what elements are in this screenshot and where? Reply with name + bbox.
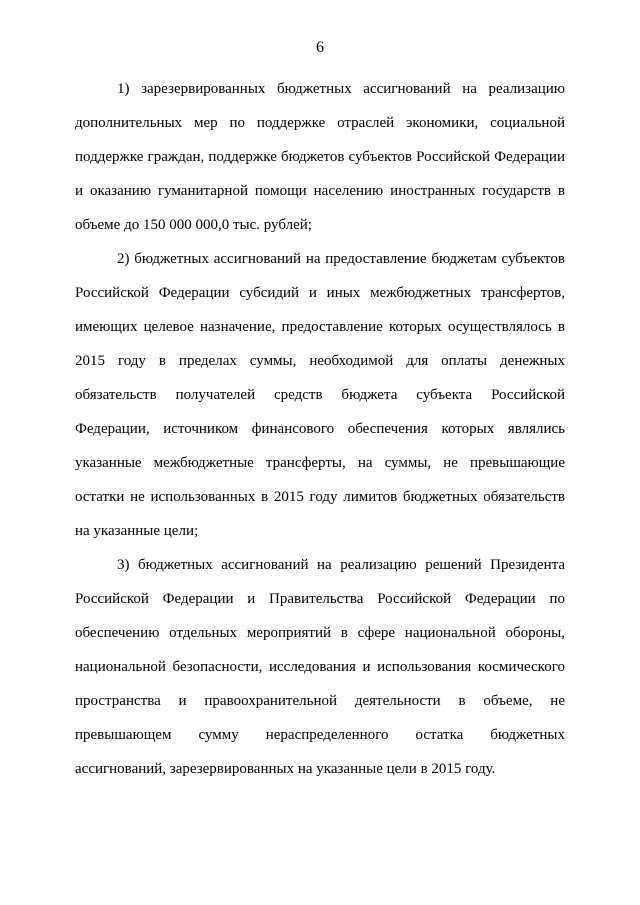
paragraph-item-1: 1) зарезервированных бюджетных ассигнований на реализацию дополнительных мер по поддержке отраслей экономики, социальной поддержке граждан, поддержке бюджетов субъектов Российской Федерации и оказанию гуманитарной помощи населению иностранных государств в объеме до 150 000 000,0 тыс. рублей;	[75, 81, 565, 233]
document-body	[75, 72, 565, 786]
paragraph-item-3: 3) бюджетных ассигнований на реализацию решений Президента Российской Федерации и Правительства Российской Федерации по обеспечению отдельных мероприятий в сфере национальной обороны, национальной безопасности, исследования и использования космического пространства и правоохранительной деятельности в объеме, не превышающем сумму нераспределенного остатка бюджетных ассигнований, зарезервированных на указанные цели в 2015 году.	[75, 557, 565, 777]
paragraph-item-2: 2) бюджетных ассигнований на предоставление бюджетам субъектов Российской Федерации субсидий и иных межбюджетных трансфертов, имеющих целевое назначение, предоставление которых осуществлялось в 2015 году в пределах суммы, необходимой для оплаты денежных обязательств получателей средств бюджета субъекта Российской Федерации, источником финансового обеспечения которых являлись указанные межбюджетные трансферты, на суммы, не превышающие остатки не использованных в 2015 году лимитов бюджетных обязательств на указанные цели;	[75, 251, 565, 539]
page-number: 6	[316, 39, 324, 56]
